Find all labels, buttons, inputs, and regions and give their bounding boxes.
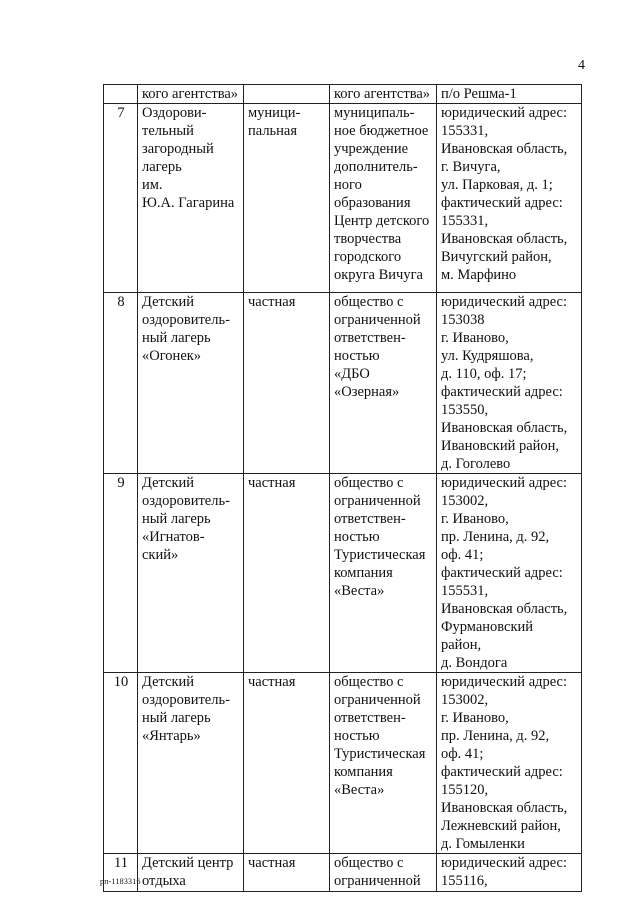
table-row	[104, 293, 582, 474]
document-code: рп-1183316	[100, 877, 141, 886]
row-number: 10	[104, 673, 138, 854]
row-number: 11	[104, 854, 138, 892]
ownership-form: частная	[244, 474, 330, 673]
camp-name: Детский оздоровитель- ный лагерь «Игнатов- ский»	[138, 474, 244, 673]
table-row	[104, 673, 582, 854]
row-number: 9	[104, 474, 138, 673]
address: юридический адрес: 155331, Ивановская область, г. Вичуга, ул. Парковая, д. 1; фактический адрес: 155331, Ивановская область, Вичугский район, м. Марфино	[437, 104, 582, 293]
cell-address: п/о Решма-1	[437, 85, 582, 104]
address: юридический адрес: 153002, г. Иваново, пр. Ленина, д. 92, оф. 41; фактический адрес: 155531, Ивановская область, Фурмановский район, д. Вондога	[437, 474, 582, 673]
organization: муниципаль- ное бюджетное учреждение дополнитель- ного образования Центр детского творчества городского округа Вичуга	[330, 104, 437, 293]
organization: общество с ограниченной ответствен- ностью Туристическая компания «Веста»	[330, 474, 437, 673]
cell-form	[244, 85, 330, 104]
continuation-row	[104, 85, 582, 104]
table-row	[104, 104, 582, 293]
camp-name: Детский оздоровитель- ный лагерь «Янтарь»	[138, 673, 244, 854]
cell-num	[104, 85, 138, 104]
camp-name: Детский оздоровитель- ный лагерь «Огонек»	[138, 293, 244, 474]
address: юридический адрес: 153038 г. Иваново, ул. Кудряшова, д. 110, оф. 17; фактический адрес: 153550, Ивановская область, Ивановский район, д. Гоголево	[437, 293, 582, 474]
cell-org: кого агентства»	[330, 85, 437, 104]
address: юридический адрес: 155116,	[437, 854, 582, 892]
row-number: 8	[104, 293, 138, 474]
ownership-form: частная	[244, 293, 330, 474]
address: юридический адрес: 153002, г. Иваново, пр. Ленина, д. 92, оф. 41; фактический адрес: 155120, Ивановская область, Лежневский район, д. Гомыленки	[437, 673, 582, 854]
organization: общество с ограниченной	[330, 854, 437, 892]
ownership-form: частная	[244, 854, 330, 892]
ownership-form: муници- пальная	[244, 104, 330, 293]
organization: общество с ограниченной ответствен- ностью Туристическая компания «Веста»	[330, 673, 437, 854]
ownership-form: частная	[244, 673, 330, 854]
table-row	[104, 854, 582, 892]
organization: общество с ограниченной ответствен- ностью «ДБО «Озерная»	[330, 293, 437, 474]
cell-name: кого агентства»	[138, 85, 244, 104]
table-row	[104, 474, 582, 673]
row-number: 7	[104, 104, 138, 293]
page-number: 4	[578, 58, 585, 73]
camp-name: Детский центр отдыха	[138, 854, 244, 892]
camp-name: Оздорови- тельный загородный лагерь им. Ю.А. Гагарина	[138, 104, 244, 293]
camps-table	[103, 84, 582, 892]
